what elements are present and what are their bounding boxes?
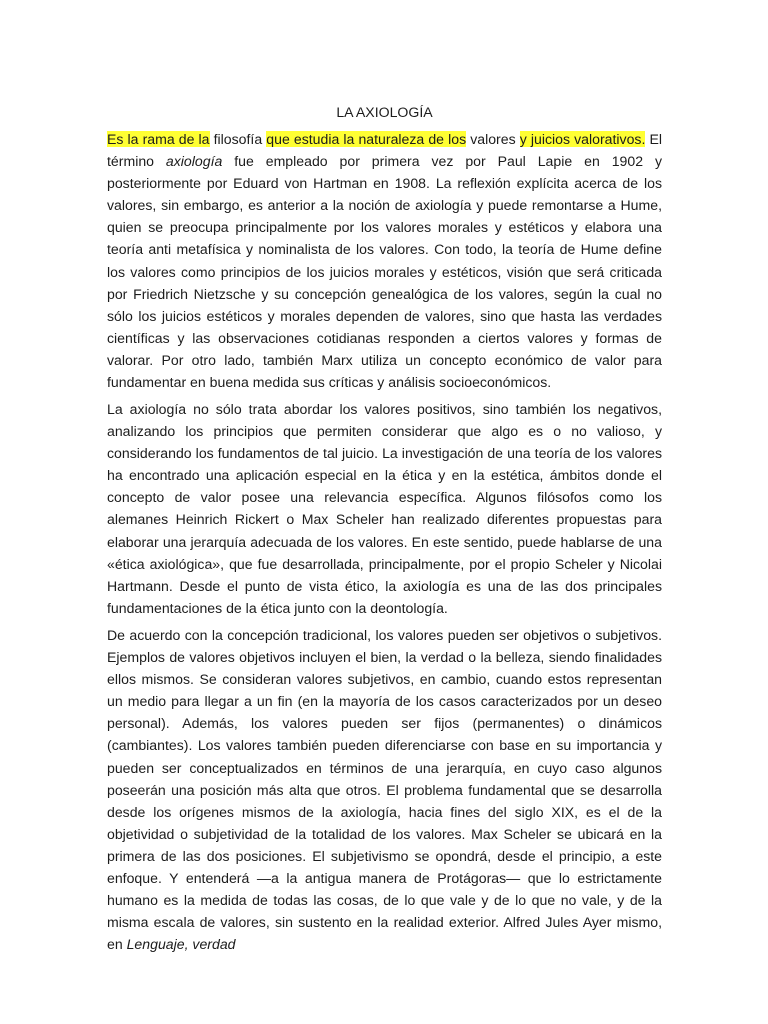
highlighted-text: que estudia la naturaleza de los xyxy=(266,131,467,147)
paragraph-definition xyxy=(107,128,662,393)
body-text: fue empleado por primera vez por Paul Lapie en 1902 y posteriormente por Eduard von Hartman en 1908. La reflexión explícita acerca de los valores, sin embargo, es anterior a la noción de axiología y puede remontarse a Hume, quien se preocupa principalmente por los valores morales y estéticos y elabora una teoría anti metafísica y nominalista de los valores. Con todo, la teoría de Hume define los valores como principios de los juicios morales y estéticos, visión que será criticada por Friedrich Nietzsche y su concepción genealógica de los valores, según la cual no sólo los juicios estéticos y morales dependen de valores, sino que hasta las verdades científicas y las observaciones cotidianas responden a ciertos valores y formas de valorar. Por otro lado, también Marx utiliza un concepto económico de valor para fundamentar en buena medida sus críticas y análisis socioeconómicos. xyxy=(107,153,662,391)
italic-book-title: Lenguaje, verdad xyxy=(126,936,236,953)
body-text: valores xyxy=(466,131,520,147)
highlighted-text: Es la rama de la xyxy=(107,131,210,147)
body-text: De acuerdo con la concepción tradicional, los valores pueden ser objetivos o subjetivos. Ejemplos de valores objetivos incluyen el bien, la verdad o la belleza, siendo finalidades ellos mismos. Se consideran valores subjetivos, en cambio, cuando estos representan un medio para llegar a un fin (en la mayoría de los casos caracterizados por un deseo personal). Además, los valores pueden ser fijos (permanentes) o dinámicos (cambiantes). Los valores también pueden diferenciarse con base en su importancia y pueden ser conceptualizados en términos de una jerarquía, en cuyo caso algunos poseerán una posición más alta que otros. El problema fundamental que se desarrolla desde los orígenes mismos de la axiología, hacia fines del siglo XIX, es el de la objetividad o subjetividad de la totalidad de los valores. Max Scheler se ubicará en la primera de las dos posiciones. El subjetivismo se opondrá, desde el principio, a este enfoque. Y entenderá —a la antigua manera de Protágoras— que lo estrictamente humano es la medida de todas las cosas, de lo que vale y de lo que no vale, y de la misma escala de valores, sin sustento en la realidad exterior. Alfred Jules Ayer mismo, en xyxy=(107,627,662,953)
highlighted-text: y juicios valorativos. xyxy=(519,131,646,147)
document-title: LA AXIOLOGÍA xyxy=(336,104,433,120)
body-text: El término xyxy=(107,131,663,170)
body-text: filosofía xyxy=(209,131,267,147)
paragraph-objectivity xyxy=(107,624,662,955)
paragraph-ethics: La axiología no sólo trata abordar los valores positivos, sino también los negativos, analizando los principios que permiten considerar que algo es o no valioso, y considerando los fundamentos de tal juicio. La investigación de una teoría de los valores ha encontrado una aplicación especial en la ética y en la estética, ámbitos donde el concepto de valor posee una relevancia específica. Algunos filósofos como los alemanes Heinrich Rickert o Max Scheler han realizado diferentes propuestas para elaborar una jerarquía adecuada de los valores. En este sentido, puede hablarse de una «ética axiológica», que fue desarrollada, principalmente, por el propio Scheler y Nicolai Hartmann. Desde el punto de vista ético, la axiología es una de las dos principales fundamentaciones de la ética junto con la deontología. xyxy=(107,401,662,616)
italic-term: axiología xyxy=(165,153,223,170)
